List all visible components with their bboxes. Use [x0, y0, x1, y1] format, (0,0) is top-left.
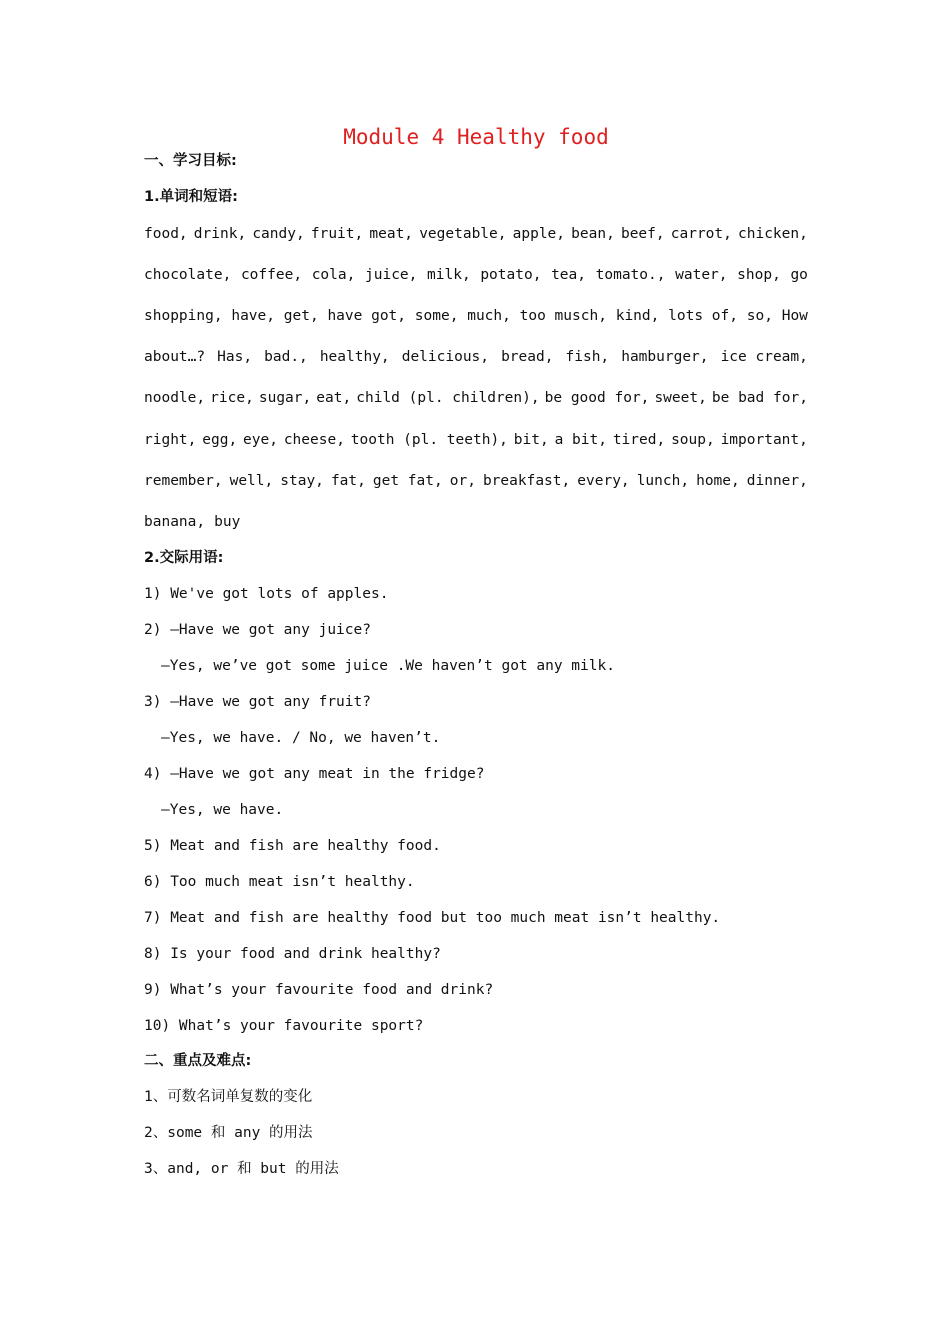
- vocab-word: egg,: [202, 432, 238, 448]
- vocab-word: candy,: [252, 226, 305, 242]
- vocab-word: dinner,: [746, 473, 808, 489]
- key-point-item: 1、可数名词单复数的变化: [144, 1089, 313, 1105]
- vocab-line: [144, 305, 808, 327]
- vocab-word: tired,: [612, 432, 666, 448]
- vocab-word: shop,: [737, 267, 781, 283]
- vocab-word: lots of,: [668, 308, 738, 324]
- vocab-word: bit,: [513, 432, 549, 448]
- vocab-word: sweet,: [654, 390, 707, 406]
- phrase-line: 10) What’s your favourite sport?: [144, 1018, 424, 1034]
- vocab-line: [144, 511, 808, 533]
- vocab-word: important,: [720, 432, 808, 448]
- key-point-item: 3、and, or 和 but 的用法: [144, 1161, 339, 1177]
- vocab-line: [144, 264, 808, 286]
- vocab-word: too musch,: [519, 308, 607, 324]
- vocab-line: [144, 387, 808, 409]
- vocab-word: about…?: [144, 349, 206, 365]
- vocab-word: a bit,: [554, 432, 607, 448]
- vocab-word: vegetable,: [419, 226, 507, 242]
- vocab-word: eat,: [316, 390, 352, 406]
- vocab-word: get,: [283, 308, 319, 324]
- vocab-word: be good for,: [544, 390, 650, 406]
- vocab-word: beef,: [620, 226, 665, 242]
- vocab-word: coffee,: [240, 267, 303, 283]
- vocab-word: chicken,: [738, 226, 808, 242]
- vocab-word: drink,: [193, 226, 247, 242]
- vocab-word: cheese,: [283, 432, 345, 448]
- phrase-answer: —Yes, we have.: [161, 802, 284, 818]
- vocab-word: child (pl. children),: [356, 390, 540, 406]
- section2-heading: 二、重点及难点:: [144, 1053, 252, 1069]
- vocab-word: milk,: [427, 267, 471, 283]
- phrase-line: 8) Is your food and drink healthy?: [144, 946, 441, 962]
- vocab-word: much,: [467, 308, 511, 324]
- phrase-line: 7) Meat and fish are healthy food but too much meat isn’t healthy.: [144, 910, 721, 926]
- vocab-word: bean,: [571, 226, 615, 242]
- vocab-word: soup,: [671, 432, 715, 448]
- page-title: Module 4 Healthy food: [343, 125, 609, 149]
- vocab-word: juice,: [365, 267, 418, 283]
- vocab-word: every,: [577, 473, 630, 489]
- vocab-word: kind,: [615, 308, 660, 324]
- vocab-word: cola,: [311, 267, 356, 283]
- vocab-word: bread,: [501, 349, 554, 365]
- phrase-answer: —Yes, we have. / No, we haven’t.: [161, 730, 441, 746]
- vocab-word: right,: [144, 432, 197, 448]
- vocab-word: have,: [231, 308, 275, 324]
- phrase-line: 3) —Have we got any fruit?: [144, 694, 371, 710]
- vocab-line: [144, 346, 808, 368]
- vocab-word: bad.,: [264, 349, 308, 365]
- vocab-word: some,: [414, 308, 459, 324]
- vocab-word: ice cream,: [720, 349, 808, 365]
- vocab-word: remember,: [144, 473, 223, 489]
- vocab-word: potato,: [480, 267, 542, 283]
- vocab-word: shopping,: [144, 308, 223, 324]
- vocab-word: chocolate,: [144, 267, 232, 283]
- vocab-word: or,: [449, 473, 476, 489]
- vocab-word: fish,: [565, 349, 610, 365]
- vocab-word: so,: [746, 308, 773, 324]
- vocab-word: stay,: [280, 473, 324, 489]
- vocab-word: healthy,: [319, 349, 390, 365]
- vocab-word: well,: [229, 473, 274, 489]
- vocab-word: banana,: [144, 514, 206, 530]
- phrase-line: 1) We've got lots of apples.: [144, 586, 389, 602]
- vocab-word: delicious,: [401, 349, 490, 365]
- vocab-word: Has,: [217, 349, 253, 365]
- vocab-word: tomato.,: [595, 267, 666, 283]
- vocab-word: be bad for,: [711, 390, 808, 406]
- vocab-line: [144, 429, 808, 451]
- vocab-word: eye,: [243, 432, 278, 448]
- vocab-word: meat,: [369, 226, 414, 242]
- vocab-word: have got,: [327, 308, 407, 324]
- vocab-word: How: [781, 308, 808, 324]
- phrase-line: 2) —Have we got any juice?: [144, 622, 371, 638]
- vocab-word: carrot,: [670, 226, 732, 242]
- vocab-word: go: [790, 267, 808, 283]
- phrase-line: 4) —Have we got any meat in the fridge?: [144, 766, 485, 782]
- phrase-line: 6) Too much meat isn’t healthy.: [144, 874, 415, 890]
- phrases-heading: 2.交际用语:: [144, 550, 224, 566]
- vocab-word: lunch,: [636, 473, 690, 489]
- vocab-word: home,: [696, 473, 740, 489]
- vocab-heading: 1.单词和短语:: [144, 189, 238, 205]
- section1-heading: 一、学习目标:: [144, 153, 237, 169]
- vocab-word: sugar,: [258, 390, 312, 406]
- phrase-answer: —Yes, we’ve got some juice .We haven’t got any milk.: [161, 658, 615, 674]
- vocab-word: breakfast,: [482, 473, 571, 489]
- vocab-line: [144, 223, 808, 245]
- vocab-word: rice,: [210, 390, 254, 406]
- vocab-word: water,: [675, 267, 728, 283]
- vocab-word: food,: [144, 226, 188, 242]
- vocab-word: apple,: [512, 226, 566, 242]
- vocab-line: [144, 470, 808, 492]
- vocab-word: noodle,: [144, 390, 206, 406]
- vocab-word: tooth (pl. teeth),: [350, 432, 508, 448]
- vocab-word: buy: [214, 514, 241, 530]
- vocab-word: hamburger,: [621, 349, 709, 365]
- phrase-line: 9) What’s your favourite food and drink?: [144, 982, 494, 998]
- vocab-word: fruit,: [310, 226, 364, 242]
- phrase-line: 5) Meat and fish are healthy food.: [144, 838, 441, 854]
- vocab-word: fat,: [330, 473, 366, 489]
- vocab-word: get fat,: [372, 473, 443, 489]
- key-point-item: 2、some 和 any 的用法: [144, 1125, 313, 1141]
- vocab-word: tea,: [551, 267, 586, 283]
